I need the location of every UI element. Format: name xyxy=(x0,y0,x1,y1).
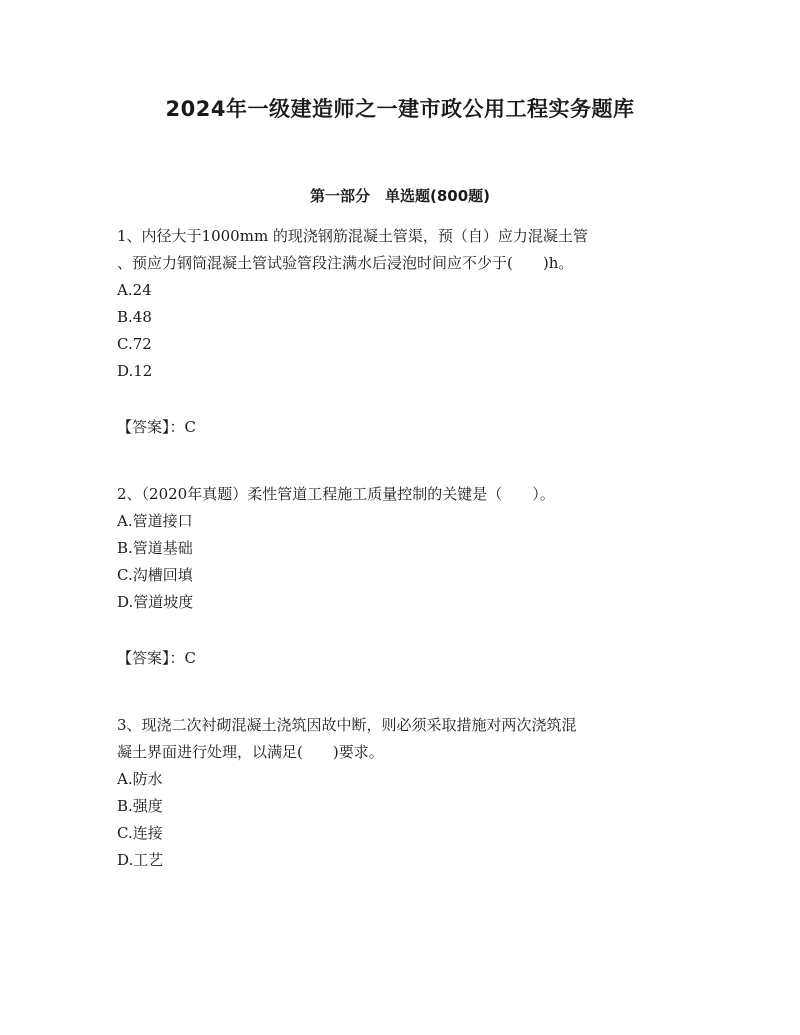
question-1-option-a: A.24 xyxy=(117,281,152,299)
question-1-option-b: B.48 xyxy=(117,308,152,326)
document-title: 2024年一级建造师之一建市政公用工程实务题库 xyxy=(165,97,635,121)
question-2 xyxy=(117,481,687,616)
question-3-option-c: C.连接 xyxy=(117,824,163,842)
question-1-option-d: D.12 xyxy=(117,362,153,380)
question-3-option-b: B.强度 xyxy=(117,797,163,815)
question-2-option-d: D.管道坡度 xyxy=(117,593,194,611)
section-heading: 第一部分 单选题(800题) xyxy=(309,187,491,205)
question-3-option-a: A.防水 xyxy=(117,770,163,788)
question-2-option-b: B.管道基础 xyxy=(117,539,193,557)
question-3-option-d: D.工艺 xyxy=(117,851,164,869)
question-2-option-a: A.管道接口 xyxy=(117,512,193,530)
question-3-stem-line-2: 凝土界面进行处理，以满足( )要求。 xyxy=(117,743,384,761)
question-2-option-c: C.沟槽回填 xyxy=(117,566,193,584)
question-2-answer: 【答案】：C xyxy=(117,649,196,667)
question-1-answer: 【答案】：C xyxy=(117,418,196,436)
question-3 xyxy=(117,712,687,874)
question-1-stem-line-1: 1、内径大于1000mm 的现浇钢筋混凝土管渠，预（自）应力混凝土管 xyxy=(117,227,588,245)
question-1-option-c: C.72 xyxy=(117,335,152,353)
question-2-stem-line-1: 2、（2020年真题）柔性管道工程施工质量控制的关键是（ ）。 xyxy=(117,485,555,503)
question-1 xyxy=(117,223,687,385)
question-1-stem-line-2: 、预应力钢筒混凝土管试验管段注满水后浸泡时间应不少于( )h。 xyxy=(117,254,574,272)
question-3-stem-line-1: 3、现浇二次衬砌混凝土浇筑因故中断，则必须采取措施对两次浇筑混 xyxy=(117,716,577,734)
